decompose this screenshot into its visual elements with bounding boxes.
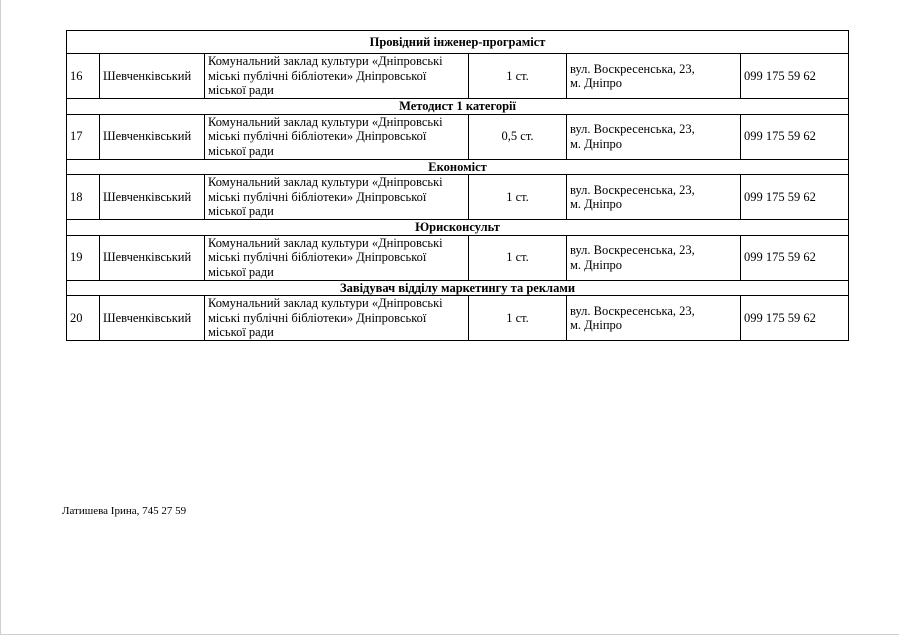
organization-cell: Комунальний заклад культури «Дніпровські міські публічні бібліотеки» Дніпровської міської ради bbox=[205, 175, 469, 220]
address-line-city: м. Дніпро bbox=[570, 136, 623, 151]
section-title: Юрисконсульт bbox=[67, 220, 849, 236]
address-line-city: м. Дніпро bbox=[570, 76, 623, 90]
district-cell: Шевченківський bbox=[100, 235, 205, 280]
address-line-city: м. Дніпро bbox=[570, 257, 623, 272]
vacancies-table bbox=[66, 30, 849, 341]
address-cell bbox=[567, 296, 741, 341]
organization-cell: Комунальний заклад культури «Дніпровські міські публічні бібліотеки» Дніпровської міської ради bbox=[205, 296, 469, 341]
table-row bbox=[67, 175, 849, 220]
rate-cell: 1 ст. bbox=[469, 235, 567, 280]
row-number: 18 bbox=[67, 175, 100, 220]
row-number: 20 bbox=[67, 296, 100, 341]
address-cell bbox=[567, 175, 741, 220]
district-cell: Шевченківський bbox=[100, 54, 205, 99]
district-cell: Шевченківський bbox=[100, 175, 205, 220]
address-line-city: м. Дніпро bbox=[570, 197, 623, 211]
section-title: Провідний інженер-програміст bbox=[67, 31, 849, 54]
address-line-city: м. Дніпро bbox=[570, 318, 623, 332]
table-row bbox=[67, 114, 849, 159]
section-title: Методист 1 категорії bbox=[67, 99, 849, 115]
address-line-street: вул. Воскресенська, 23, bbox=[570, 122, 695, 136]
rate-cell: 0,5 ст. bbox=[469, 114, 567, 159]
table-row bbox=[67, 235, 849, 280]
phone-cell: 099 175 59 62 bbox=[741, 235, 849, 280]
organization-cell: Комунальний заклад культури «Дніпровські міські публічні бібліотеки» Дніпровської міської ради bbox=[205, 235, 469, 280]
section-title: Завідувач відділу маркетингу та реклами bbox=[67, 280, 849, 296]
section-header-row bbox=[67, 280, 849, 296]
phone-cell: 099 175 59 62 bbox=[741, 175, 849, 220]
phone-cell: 099 175 59 62 bbox=[741, 54, 849, 99]
section-title: Економіст bbox=[67, 159, 849, 175]
section-header-row bbox=[67, 99, 849, 115]
section-header-row bbox=[67, 220, 849, 236]
footer-contact: Латишева Ірина, 745 27 59 bbox=[62, 505, 187, 517]
rate-cell: 1 ст. bbox=[469, 54, 567, 99]
address-cell bbox=[567, 114, 741, 159]
address-line-street: вул. Воскресенська, 23, bbox=[570, 182, 695, 197]
section-header-row bbox=[67, 159, 849, 175]
address-cell bbox=[567, 235, 741, 280]
organization-cell: Комунальний заклад культури «Дніпровські міські публічні бібліотеки» Дніпровської міської ради bbox=[205, 114, 469, 159]
address-line-street: вул. Воскресенська, 23, bbox=[570, 243, 695, 257]
section-header-row bbox=[67, 31, 849, 54]
address-line-street: вул. Воскресенська, 23, bbox=[570, 303, 695, 318]
phone-cell: 099 175 59 62 bbox=[741, 114, 849, 159]
rate-cell: 1 ст. bbox=[469, 296, 567, 341]
address-line-street: вул. Воскресенська, 23, bbox=[570, 61, 695, 76]
district-cell: Шевченківський bbox=[100, 296, 205, 341]
row-number: 17 bbox=[67, 114, 100, 159]
district-cell: Шевченківський bbox=[100, 114, 205, 159]
table-row bbox=[67, 296, 849, 341]
organization-cell: Комунальний заклад культури «Дніпровські міські публічні бібліотеки» Дніпровської міської ради bbox=[205, 54, 469, 99]
table-row bbox=[67, 54, 849, 99]
row-number: 19 bbox=[67, 235, 100, 280]
phone-cell: 099 175 59 62 bbox=[741, 296, 849, 341]
row-number: 16 bbox=[67, 54, 100, 99]
address-cell bbox=[567, 54, 741, 99]
rate-cell: 1 ст. bbox=[469, 175, 567, 220]
